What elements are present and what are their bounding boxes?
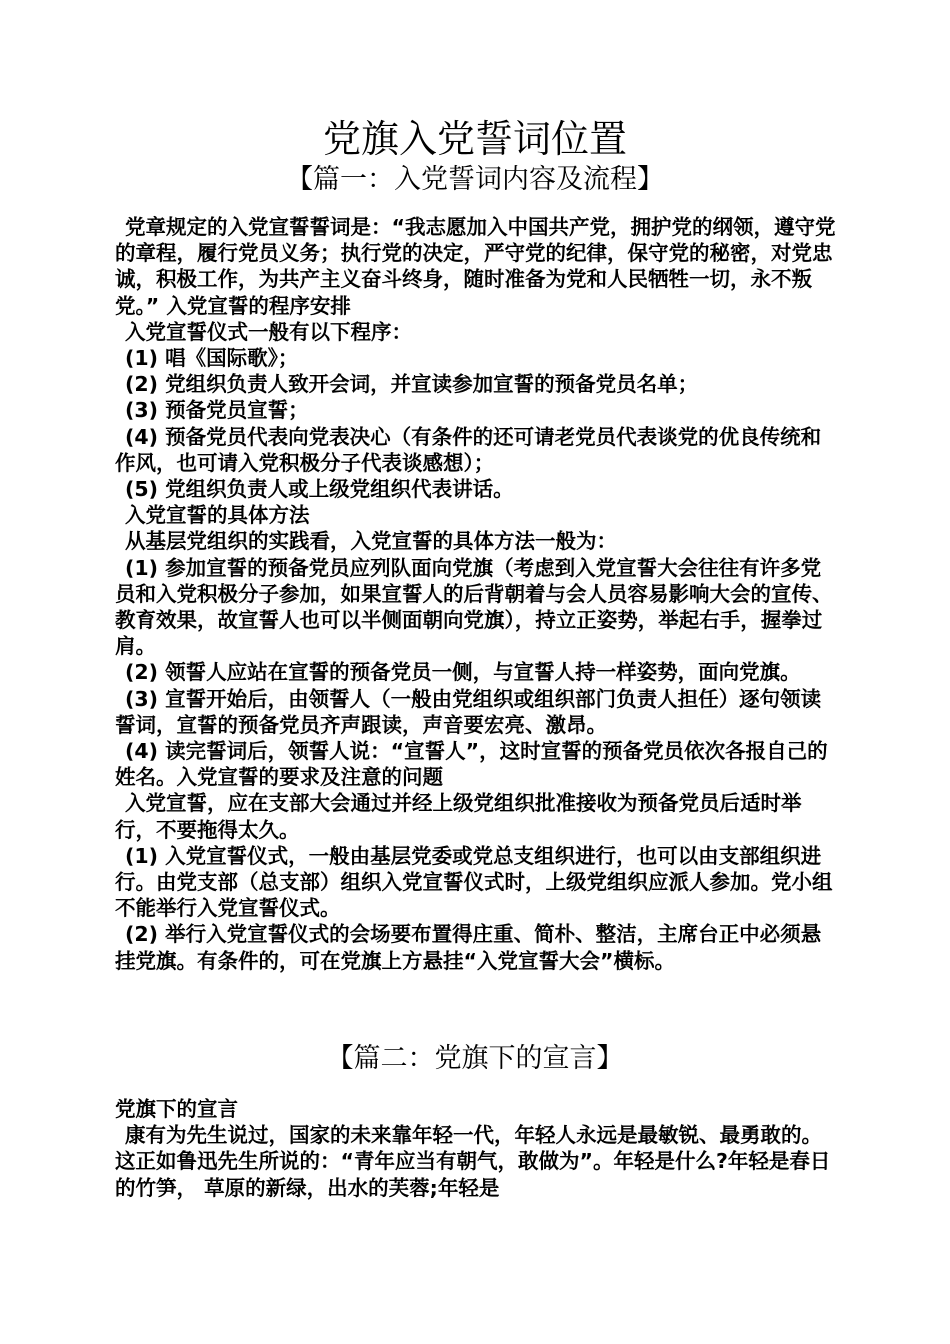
section2-heading: 【篇二：党旗下的宣言】 — [326, 1043, 624, 1074]
method-heading: 入党宣誓的具体方法 — [125, 503, 310, 528]
section2-body — [115, 1096, 840, 1201]
procedure-item: (2) 党组织负责人致开会词，并宣读参加宣誓的预备党员名单； — [125, 372, 699, 397]
declaration-heading: 党旗下的宣言 — [115, 1097, 238, 1121]
document-title: 党旗入党誓词位置 — [322, 117, 627, 161]
method-item: (2) 领誓人应站在宣誓的预备党员一侧，与宣誓人持一样姿势，面向党旗。 — [125, 660, 801, 685]
section1-body — [115, 214, 840, 974]
oath-paragraph: 党章规定的入党宣誓誓词是：“我志愿加入中国共产党，拥护党的纲领，遵守党的章程，履行党员义务；执行党的决定，严守党的纪律，保守党的秘密，对党忠诚，积极工作，为共产主义奋斗终身，随时准备为党和人民牺牲一切，永不叛党。” 入党宣誓的程序安排 — [115, 215, 836, 318]
procedure-item: (3) 预备党员宣誓； — [125, 398, 309, 423]
section1-heading: 【篇一：入党誓词内容及流程】 — [286, 164, 664, 195]
method-item: (1) 参加宣誓的预备党员应列队面向党旗（考虑到入党宣誓大会往往有许多党员和入党积极分子参加，如果宣誓人的后背朝着与会人员容易影响大会的宣传、教育效果，故宣誓人也可以半侧面朝向党旗），持立正姿势，举起右手，握拳过肩。 — [115, 555, 833, 659]
method-intro: 从基层党组织的实践看，入党宣誓的具体方法一般为： — [125, 529, 617, 554]
procedure-item: (4) 预备党员代表向党表决心（有条件的还可请老党员代表谈党的优良传统和作风，也可请入党积极分子代表谈感想）； — [115, 424, 822, 475]
method-item: (3) 宣誓开始后，由领誓人（一般由党组织或组织部门负责人担任）逐句领读誓词，宣誓的预备党员齐声跟读，声音要宏亮、激昂。 — [115, 686, 822, 737]
requirement-item: (1) 入党宣誓仪式，一般由基层党委或党总支组织进行，也可以由支部组织进行。由党支部（总支部）组织入党宣誓仪式时，上级党组织应派人参加。党小组不能举行入党宣誓仪式。 — [115, 843, 833, 921]
method-item: (4) 读完誓词后，领誓人说：“宣誓人”，这时宣誓的预备党员依次各报自己的姓名。入党宣誓的要求及注意的问题 — [115, 739, 828, 790]
requirement-item: (2) 举行入党宣誓仪式的会场要布置得庄重、简朴、整洁，主席台正中必须悬挂党旗。有条件的，可在党旗上方悬挂“入党宣誓大会”横标。 — [115, 922, 822, 973]
declaration-paragraph: 康有为先生说过，国家的未来靠年轻一代，年轻人永远是最敏锐、最勇敢的。这正如鲁迅先生所说的：“青年应当有朝气，敢做为”。年轻是什么?年轻是春日的竹笋， 草原的新绿，出水的芙蓉;年轻是 — [115, 1123, 831, 1200]
procedure-item: (1) 唱《国际歌》； — [125, 346, 299, 371]
procedure-item: (5) 党组织负责人或上级党组织代表讲话。 — [125, 477, 514, 502]
procedure-intro: 入党宣誓仪式一般有以下程序： — [125, 319, 412, 344]
requirement-intro: 入党宣誓，应在支部大会通过并经上级党组织批准接收为预备党员后适时举行，不要拖得太久。 — [115, 791, 802, 842]
